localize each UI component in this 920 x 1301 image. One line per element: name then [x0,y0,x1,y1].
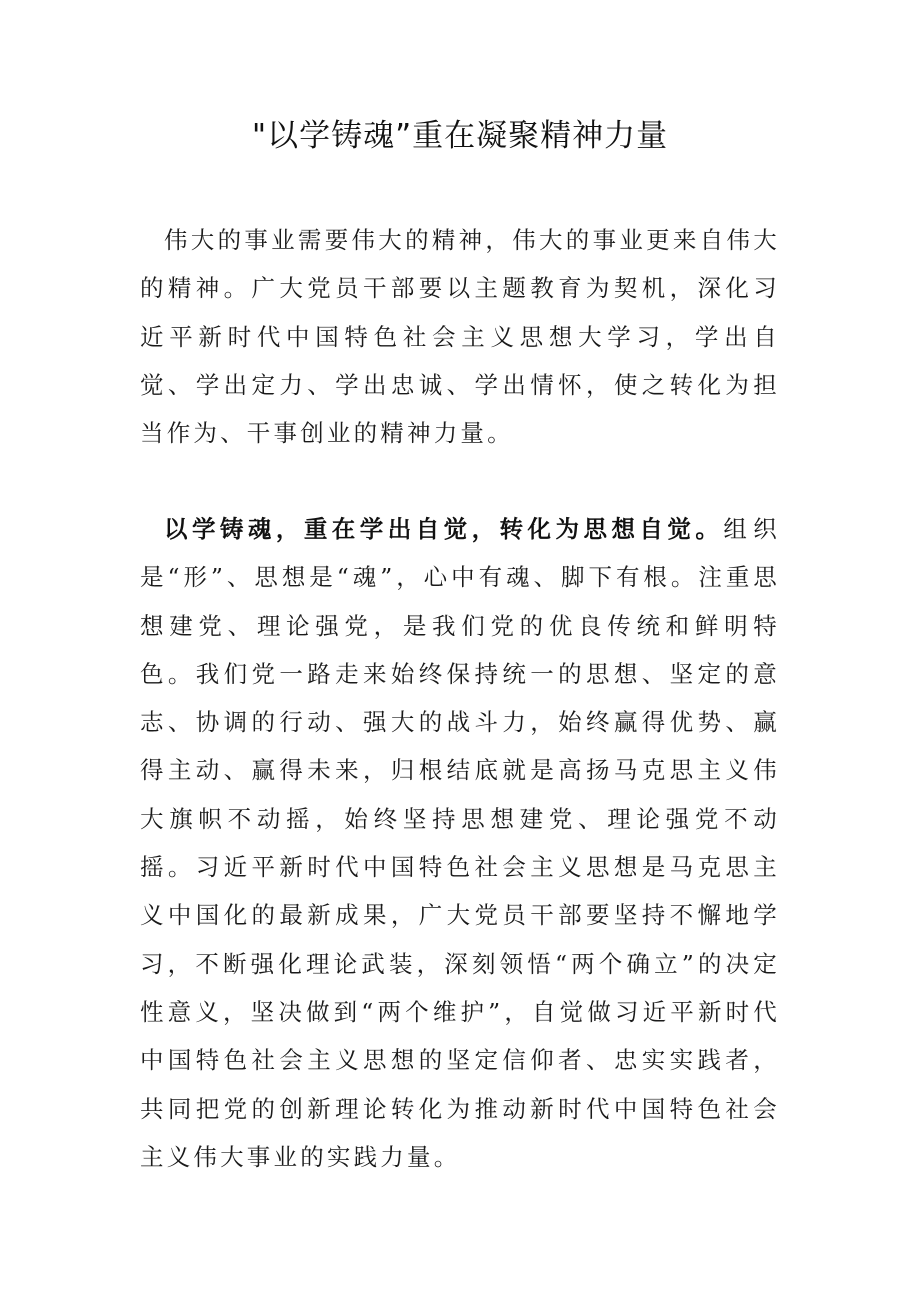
paragraph-intro-text: 伟大的事业需要伟大的精神，伟大的事业更来自伟大的精神。广大党员干部要以主题教育为契机，深化习近平新时代中国特色社会主义思想大学习，学出自觉、学出定力、学出忠诚、学出情怀，使之转化为担当作为、干事创业的精神力量。 [140,226,780,448]
paragraph-section-1-lead: 以学铸魂，重在学出自觉，转化为思想自觉。 [164,515,724,543]
paragraph-section-1 [140,505,780,1181]
document-title: "以学铸魂”重在凝聚精神力量 [251,118,669,154]
paragraph-intro [140,216,780,457]
paragraph-section-1-text: 组织是“形”、思想是“魂”，心中有魂、脚下有根。注重思想建党、理论强党，是我们党的优良传统和鲜明特色。我们党一路走来始终保持统一的思想、坚定的意志、协调的行动、强大的战斗力，始终赢得优势、赢得主动、赢得未来，归根结底就是高扬马克思主义伟大旗帜不动摇，始终坚持思想建党、理论强党不动摇。习近平新时代中国特色社会主义思想是马克思主义中国化的最新成果，广大党员干部要坚持不懈地学习，不断强化理论武装，深刻领悟“两个确立”的决定性意义，坚决做到“两个维护”，自觉做习近平新时代中国特色社会主义思想的坚定信仰者、忠实实践者，共同把党的创新理论转化为推动新时代中国特色社会主义伟大事业的实践力量。 [140,515,780,1171]
